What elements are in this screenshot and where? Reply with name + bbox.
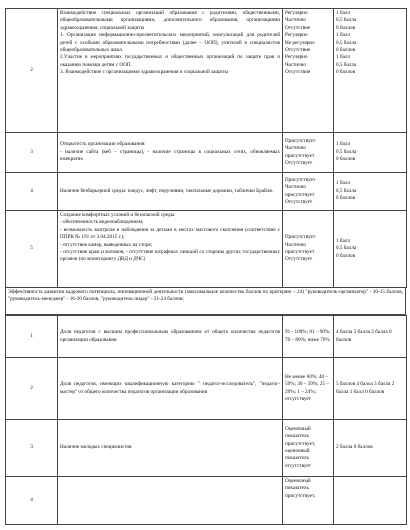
- level-text: Регулярно: [285, 54, 308, 61]
- row-number: 2: [6, 358, 58, 420]
- level-cell: [283, 173, 334, 211]
- score-text: 0 баллов: [336, 24, 356, 31]
- criterion-text: 3. Взаимодействие с организациями здравоохранения и социальной защиты: [60, 69, 228, 75]
- level-text: Отсутствует: [285, 198, 313, 205]
- criteria-table-2: [5, 315, 407, 525]
- level-cell: Оценочный показатель присутствует,: [283, 477, 334, 525]
- level-text: Отсутствует: [285, 256, 313, 263]
- score-text: 0 баллов: [336, 156, 356, 163]
- criterion-cell: Доля педагогов, имеющих квалификационную категорию " педагог-исследователь", "педагог-мастер" от общего количества педагогов организации образования: [58, 358, 283, 420]
- score-text: 1 балл: [336, 54, 351, 61]
- score-text: 0,5 балла: [336, 61, 357, 68]
- score-text: 0,5 балла: [336, 148, 357, 155]
- level-cell: 91 - 100%; 81 – 90%; 70 – 80%; ниже 70%: [283, 316, 334, 358]
- criterion-cell: [58, 9, 283, 133]
- criterion-text: 2.Участие в мероприятиях государственных и общественных организаций по защите прав и оказанию помощи детям с ООП.: [60, 54, 280, 68]
- criterion-cell: [58, 173, 283, 211]
- table-row: [6, 477, 407, 525]
- score-cell: [334, 211, 407, 288]
- score-text: 0,5 балла: [336, 39, 357, 46]
- level-text: Регулярно: [285, 32, 308, 39]
- table-row: [6, 133, 407, 173]
- level-cell: [283, 133, 334, 173]
- criterion-text: Открытость организации образования:: [60, 141, 146, 148]
- criterion-text: - отсутствие краж и взломов, - отсутствие штрафных санкций со стороны других государственных органов (по мониторингу ДВД и ДЧС): [60, 248, 280, 263]
- score-text: 1 балл: [336, 32, 351, 39]
- level-text: Присутствует: [285, 176, 316, 183]
- level-text: Не регулярно: [285, 39, 315, 46]
- level-text: Отсутствие: [285, 24, 311, 31]
- score-cell: [334, 9, 407, 133]
- score-text: 0,5 балла: [336, 187, 357, 194]
- level-cell: Оценочный показатель присутствует, оценочный показатель отсутствует: [283, 420, 334, 477]
- score-text: 1 балл: [336, 10, 351, 16]
- score-text: 1 балл: [336, 180, 351, 187]
- table-row: [6, 420, 407, 477]
- row-number: 5: [6, 211, 58, 288]
- score-text: 1 балл: [336, 141, 351, 148]
- criterion-text: - наличие сайта (веб – страницы), - наличие страницы в социальных сетях, обновляемых ежекратно: [60, 148, 280, 163]
- criterion-text: Создание комфортных условий и безопасной среды:: [60, 212, 176, 218]
- row-number: 3: [6, 133, 58, 173]
- score-text: 1 балл: [336, 237, 351, 244]
- level-text: Присутствует: [285, 234, 316, 241]
- section-header: Эффективность развития кадрового потенциала, инновационной деятельности (максимальное количество баллов по критерию – 24) "руководитель-организатор" - 10-15 баллов, "руководитель-менеджер" - 16-20 баллов, "руководитель-лидер" - 21-24 баллов;: [6, 288, 406, 315]
- table-row: [6, 316, 407, 358]
- score-cell: 4 балла 3 балла 2 балла 0 баллов: [334, 316, 407, 358]
- score-cell: 2 балла 0 баллов: [334, 420, 407, 477]
- criterion-cell: [58, 211, 283, 288]
- level-text: Регулярно: [285, 10, 308, 16]
- criterion-text: - обеспеченность видеонаблюдением;: [60, 219, 144, 226]
- score-cell: [334, 477, 407, 525]
- score-text: 0 баллов: [336, 69, 356, 75]
- level-cell: [283, 358, 334, 420]
- level-text: Частично присутствует: [285, 145, 315, 159]
- criterion-text: Наличие безбарьерной среды: пандус, лифт, поручнями, тактильные дорожки, таблички Брайля.: [60, 187, 274, 194]
- criterion-text: 1. Организация информационно-просветительских мероприятий, консультаций для родителей детей с особыми образовательными потребностями (далее – ООП), учителей и специалистов общеобразовательных школ.: [60, 32, 280, 53]
- criterion-text: - отсутствие камер, выведенных на сторе;: [60, 241, 153, 248]
- table-row: [6, 9, 407, 133]
- level-text: Частично: [285, 61, 306, 68]
- score-text: 0 баллов: [336, 46, 356, 53]
- criteria-table-1: [5, 8, 407, 288]
- table-row: [6, 358, 407, 420]
- score-text: 0 баллов: [336, 195, 356, 202]
- criterion-text: - возможность контроля и наблюдения за детьми в местах массового скопления (соответствие с ППРК № 191 от 3.04.2015 г.);: [60, 226, 280, 241]
- criterion-cell: Наличие молодых специалистов: [58, 420, 283, 477]
- score-cell: [334, 173, 407, 211]
- level-text: Отсутствие: [285, 69, 311, 75]
- level-text: отсутствует: [285, 395, 311, 402]
- level-text: Частично присутствует: [285, 184, 315, 198]
- level-text: Частично: [285, 17, 306, 24]
- row-number: 1: [6, 316, 58, 358]
- criterion-cell: Доля педагогов с высшим профессиональным образованием от общего количества педагогов организации образования: [58, 316, 283, 358]
- score-cell: 5 баллов 4 балла 3 балла 2 балла 1 балл 0 баллов: [334, 358, 407, 420]
- level-cell: [283, 211, 334, 288]
- score-text: 0,5 балла: [336, 245, 357, 252]
- score-cell: [334, 133, 407, 173]
- score-text: 0,5 балла: [336, 17, 357, 24]
- criterion-text: Взаимодействие специальных организаций образования с родителями, общественными, общеобразовательными организациями, дополнительного образования, организациями здравоохранения, социальной защиты: [60, 10, 280, 31]
- row-number: 4: [6, 477, 58, 525]
- level-text: Отсутствует: [285, 159, 313, 166]
- row-number: 2: [6, 9, 58, 133]
- level-text: Отсутствие: [285, 46, 311, 53]
- criterion-cell: [58, 477, 283, 525]
- score-text: 0 баллов: [336, 252, 356, 259]
- level-cell: [283, 9, 334, 133]
- level-text: Частично присутствует: [285, 241, 315, 255]
- level-text: Не менее 60%; 40 – 59%; 30 – 39%; 25 – 29%; 1 – 24%;: [285, 373, 329, 395]
- row-number: 3: [6, 420, 58, 477]
- row-number: 4: [6, 173, 58, 211]
- table-row: [6, 173, 407, 211]
- criterion-cell: [58, 133, 283, 173]
- section-header-row: [6, 288, 406, 315]
- section-header-table: [5, 287, 406, 315]
- table-row: [6, 211, 407, 288]
- level-text: Присутствует: [285, 137, 316, 144]
